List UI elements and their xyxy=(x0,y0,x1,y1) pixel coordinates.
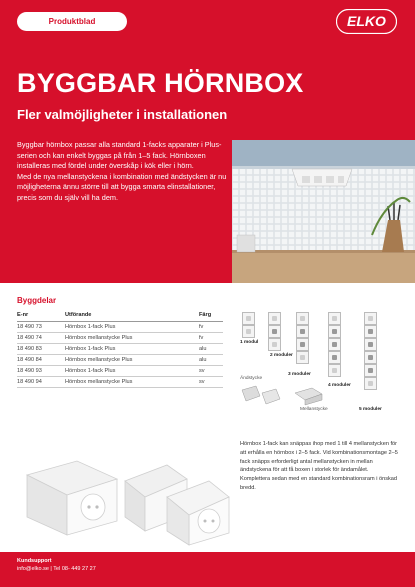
table-row xyxy=(17,322,223,333)
label-5-moduler: 5 moduler xyxy=(359,407,382,412)
label-andstycke: Ändstycke xyxy=(240,376,263,381)
table-row xyxy=(17,355,223,366)
cell-enr: 18 490 94 xyxy=(17,377,65,388)
middle-piece-illustration xyxy=(292,386,326,406)
module-box xyxy=(364,364,377,377)
cell-utforande: Hörnbox mellanstycke Plus xyxy=(65,377,199,388)
footer-support-label: Kundsupport xyxy=(17,558,52,564)
column-header-enr: E-nr xyxy=(17,310,65,322)
module-diagram xyxy=(238,310,398,418)
cell-utforande: Hörnbox 1-fack Plus xyxy=(65,322,199,333)
footer-bar xyxy=(0,552,415,587)
module-box xyxy=(268,338,281,351)
table-row xyxy=(17,333,223,344)
cell-enr: 18 490 84 xyxy=(17,355,65,366)
cell-enr: 18 490 83 xyxy=(17,344,65,355)
column-header-utforande: Utförande xyxy=(65,310,199,322)
label-mellanstycke: Mellanstycke xyxy=(300,407,328,412)
intro-paragraph: Byggbar hörnbox passar alla standard 1-facks apparater i Plus-serien och kan enkelt byggas på från 1–5 fack. Hörnboxen installeras med fördel under överskåp i kök eller i hörn. xyxy=(17,140,222,171)
cell-enr: 18 490 73 xyxy=(17,322,65,333)
cell-utforande: Hörnbox mellanstycke Plus xyxy=(65,333,199,344)
cell-utforande: Hörnbox mellanstycke Plus xyxy=(65,355,199,366)
module-box xyxy=(268,312,281,325)
module-box xyxy=(328,338,341,351)
label-4-moduler: 4 moduler xyxy=(328,383,351,388)
corner-box-photo xyxy=(17,435,235,547)
cell-utforande: Hörnbox 1-fack Plus xyxy=(65,366,199,377)
label-1-modul: 1 modul xyxy=(240,340,259,345)
module-box xyxy=(364,338,377,351)
module-box xyxy=(296,325,309,338)
end-piece-illustration xyxy=(240,384,282,406)
assembly-description: Hörnbox 1-fack kan snäppas ihop med 1 till 4 mellanstycken för att erhålla en hörnbox i 2–5 fack. Vid kombinationsmontage 2–5 fack snäpps erforderligt antal mellanstycken in mellan ändstyckena för att få boxen i storlek för ändamålet. Komplettera sedan med en standard kombinationsram i önskad bredd. xyxy=(240,441,398,491)
label-3-moduler: 3 moduler xyxy=(288,372,311,377)
column-header-farg: Färg xyxy=(199,310,223,322)
page-title: BYGGBAR HÖRNBOX xyxy=(17,68,304,98)
module-box xyxy=(364,312,377,325)
module-box xyxy=(242,312,255,325)
intro-paragraph: Med de nya mellanstyckena i kombination med ändstycken är nu möjligheterna ännu större till att bygga smarta elinstallationer, precis som du själv vill ha dem. xyxy=(17,171,227,202)
module-box xyxy=(328,364,341,377)
module-box xyxy=(328,351,341,364)
cell-farg: alu xyxy=(199,355,223,366)
table-row xyxy=(17,377,223,388)
module-box xyxy=(242,325,255,338)
module-box xyxy=(364,325,377,338)
table-row xyxy=(17,366,223,377)
cell-farg: fv xyxy=(199,333,223,344)
table-header-row xyxy=(17,310,223,322)
module-box xyxy=(328,325,341,338)
document-type-badge: Produktblad xyxy=(17,12,127,31)
module-box xyxy=(364,377,377,390)
page-subtitle: Fler valmöjligheter i installationen xyxy=(17,107,228,122)
intro-text xyxy=(17,140,227,204)
cell-farg: fv xyxy=(199,322,223,333)
cell-enr: 18 490 93 xyxy=(17,366,65,377)
footer-contact: info@elko.se | Tel 08- 449 27 27 xyxy=(17,566,96,572)
module-box xyxy=(268,325,281,338)
module-box xyxy=(296,338,309,351)
cell-farg: sv xyxy=(199,366,223,377)
module-box xyxy=(296,351,309,364)
module-box xyxy=(296,312,309,325)
table-row xyxy=(17,344,223,355)
cell-farg: sv xyxy=(199,377,223,388)
parts-table xyxy=(17,310,223,388)
cell-enr: 18 490 74 xyxy=(17,333,65,344)
label-2-moduler: 2 moduler xyxy=(270,353,293,358)
parts-section-title: Byggdelar xyxy=(17,296,57,305)
cell-farg: alu xyxy=(199,344,223,355)
svg-text:ELKO: ELKO xyxy=(347,13,386,29)
cell-utforande: Hörnbox 1-fack Plus xyxy=(65,344,199,355)
kitchen-photo xyxy=(232,140,415,283)
module-box xyxy=(328,312,341,325)
module-box xyxy=(364,351,377,364)
elko-logo xyxy=(336,9,397,34)
